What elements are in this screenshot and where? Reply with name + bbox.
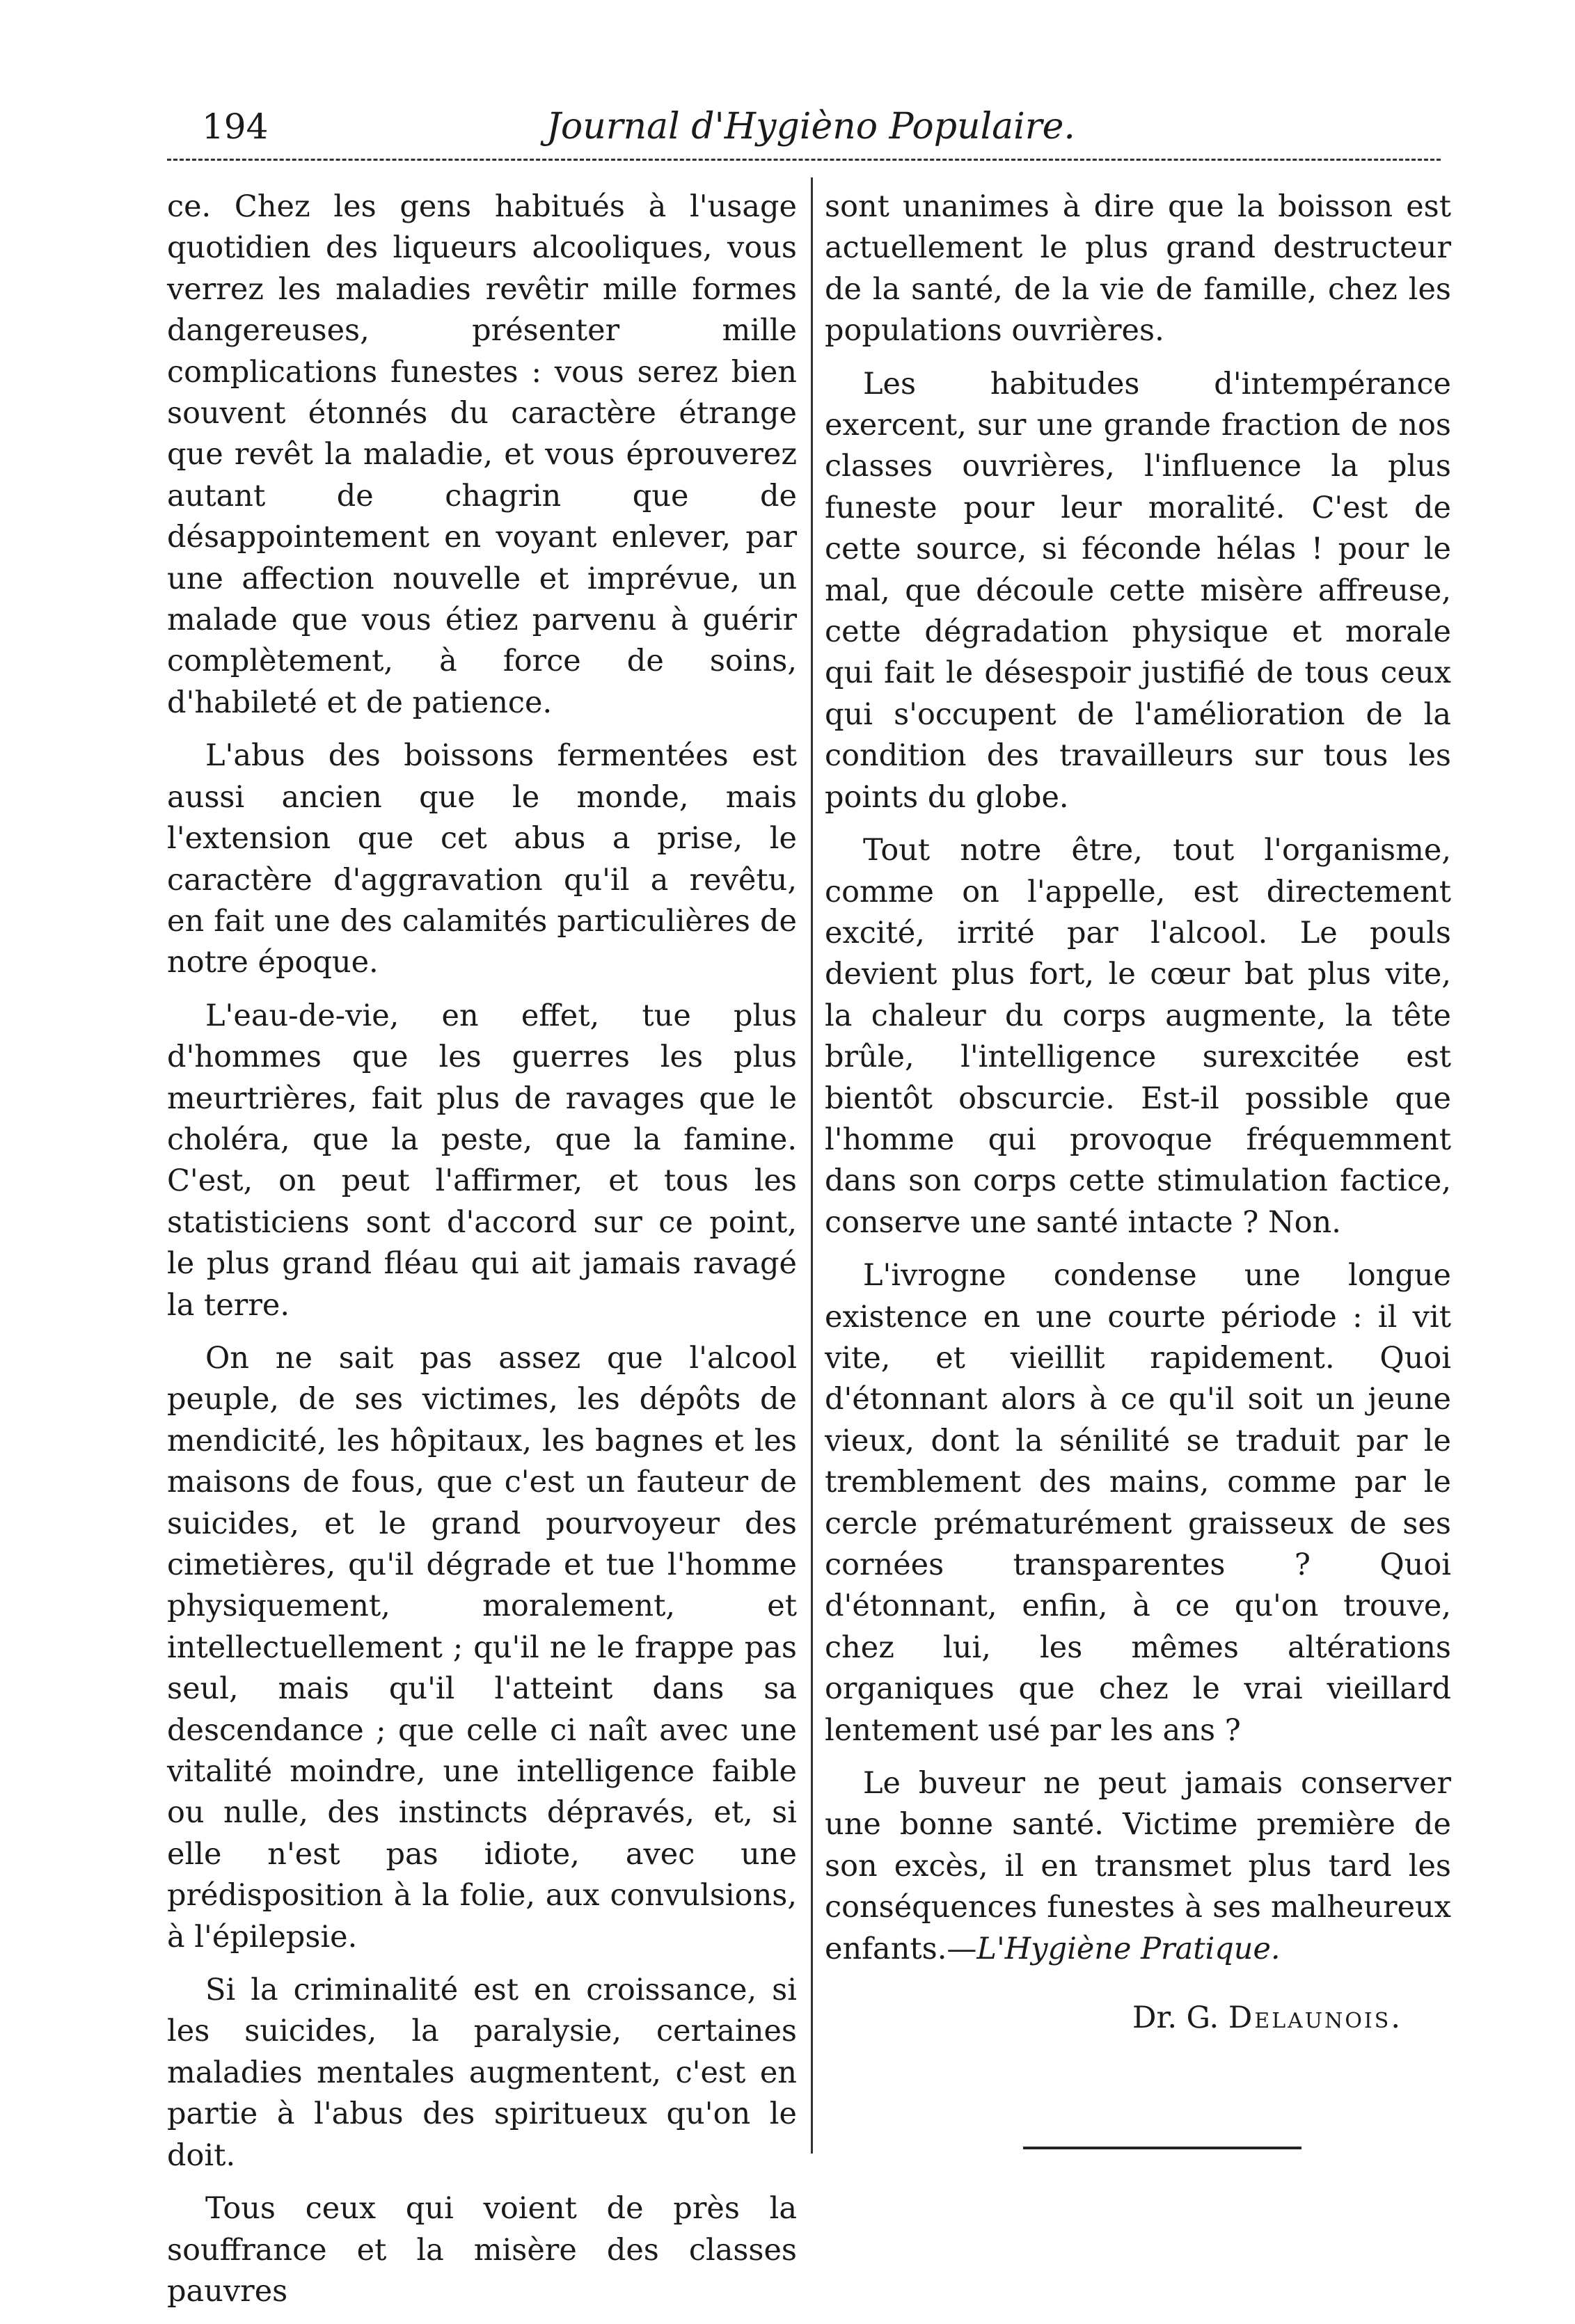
paragraph: Les habitudes d'intempérance exercent, sur une grande fraction de nos classes ouvrières, l'influence la plus funeste pour leur moralité. C'est de cette source, si féconde hélas ! pour le mal, que découle cette misère affreuse, cette dégradation physique et morale qui fait le désespoir justifié de tous ceux qui s'occupent de l'amélioration de la condition des travailleurs sur tous les points du globe. — [825, 366, 1451, 815]
signature-prefix: Dr. G. — [1132, 2000, 1219, 2036]
source-citation: L'Hygiène Pratique. — [976, 1931, 1281, 1966]
paragraph: Tous ceux qui voient de près la souffrance et la misère des classes pauvres — [167, 2191, 797, 2309]
paragraph: L'ivrogne condense une longue existence en une courte période : il vit vite, et vieillit rapidement. Quoi d'étonnant alors à ce qu'il soit un jeune vieux, dont la sénilité se traduit par le tremblement des mains, comme par le cercle prématurément graisseux de ses cornées transparentes ? Quoi d'étonnant, enfin, à ce qu'on trouve, chez lui, les mêmes altérations organiques que chez le vrai vieillard lentement usé par les ans ? — [825, 1258, 1451, 1748]
left-column — [167, 186, 797, 2324]
paragraph: ce. Chez les gens habitués à l'usage quotidien des liqueurs alcooliques, vous verrez les maladies revêtir mille formes dangereuses, présenter mille complications funestes : vous serez bien souvent étonnés du caractère étrange que revêt la maladie, et vous éprouverez autant de chagrin que de désappointement en voyant enlever, par une affection nouvelle et imprévue, un malade que vous étiez parvenu à guérir complètement, à force de soins, d'habileté et de patience. — [167, 189, 797, 720]
paragraph: Si la criminalité est en croissance, si les suicides, la paralysie, certaines maladies mentales augmentent, c'est en partie à l'abus des spiritueux qu'on le doit. — [167, 1973, 797, 2173]
journal-title: Journal d'Hygièno Populaire. — [546, 106, 1075, 148]
paragraph: L'abus des boissons fermentées est aussi ancien que le monde, mais l'extension que cet abus a prise, le caractère d'aggravation qu'il a revêtu, en fait une des calamités particulières de notre époque. — [167, 738, 797, 980]
closing-paragraph — [825, 1763, 1451, 1970]
closing-text: Le buveur ne peut jamais conserver une bonne santé. Victime première de son excès, il en transmet plus tard les conséquences funestes à ses malheureux enfants.— — [825, 1766, 1451, 1966]
paragraph: Tout notre être, tout l'organisme, comme on l'appelle, est directement excité, irrité par l'alcool. Le pouls devient plus fort, le cœur bat plus vite, la chaleur du corps augmente, la tête brûle, l'intelligence surexcitée est bientôt obscurcie. Est-il possible que l'homme qui provoque fréquemment dans son corps cette stimulation factice, conserve une santé intacte ? Non. — [825, 833, 1451, 1240]
author-signature — [825, 1998, 1402, 2039]
paragraph: sont unanimes à dire que la boisson est actuellement le plus grand destructeur de la santé, de la vie de famille, chez les populations ouvrières. — [825, 189, 1451, 349]
column-divider — [811, 177, 813, 2154]
header-rule — [167, 159, 1441, 161]
right-column — [825, 186, 1451, 2149]
paragraph: On ne sait pas assez que l'alcool peuple, de ses victimes, les dépôts de mendicité, les hôpitaux, les bagnes et les maisons de fous, que c'est un fauteur de suicides, et le grand pourvoyeur des cimetières, qu'il dégrade et tue l'homme physiquement, moralement, et intellectuellement ; qu'il ne le frappe pas seul, mais qu'il l'atteint dans sa descendance ; que celle ci naît avec une vitalité moindre, une intelligence faible ou nulle, des instincts dépravés, et, si elle n'est pas idiote, avec une prédisposition à la folie, aux convulsions, à l'épilepsie. — [167, 1340, 797, 1955]
end-rule — [1023, 2147, 1301, 2149]
page-number: 194 — [202, 106, 269, 147]
page-header — [174, 104, 1448, 174]
signature-name: Delaunois. — [1228, 2000, 1402, 2036]
paragraph: L'eau-de-vie, en effet, tue plus d'hommes que les guerres les plus meurtrières, fait plus de ravages que le choléra, que la peste, que la famine. C'est, on peut l'affirmer, et tous les statisticiens sont d'accord sur ce point, le plus grand fléau qui ait jamais ravagé la terre. — [167, 998, 797, 1323]
